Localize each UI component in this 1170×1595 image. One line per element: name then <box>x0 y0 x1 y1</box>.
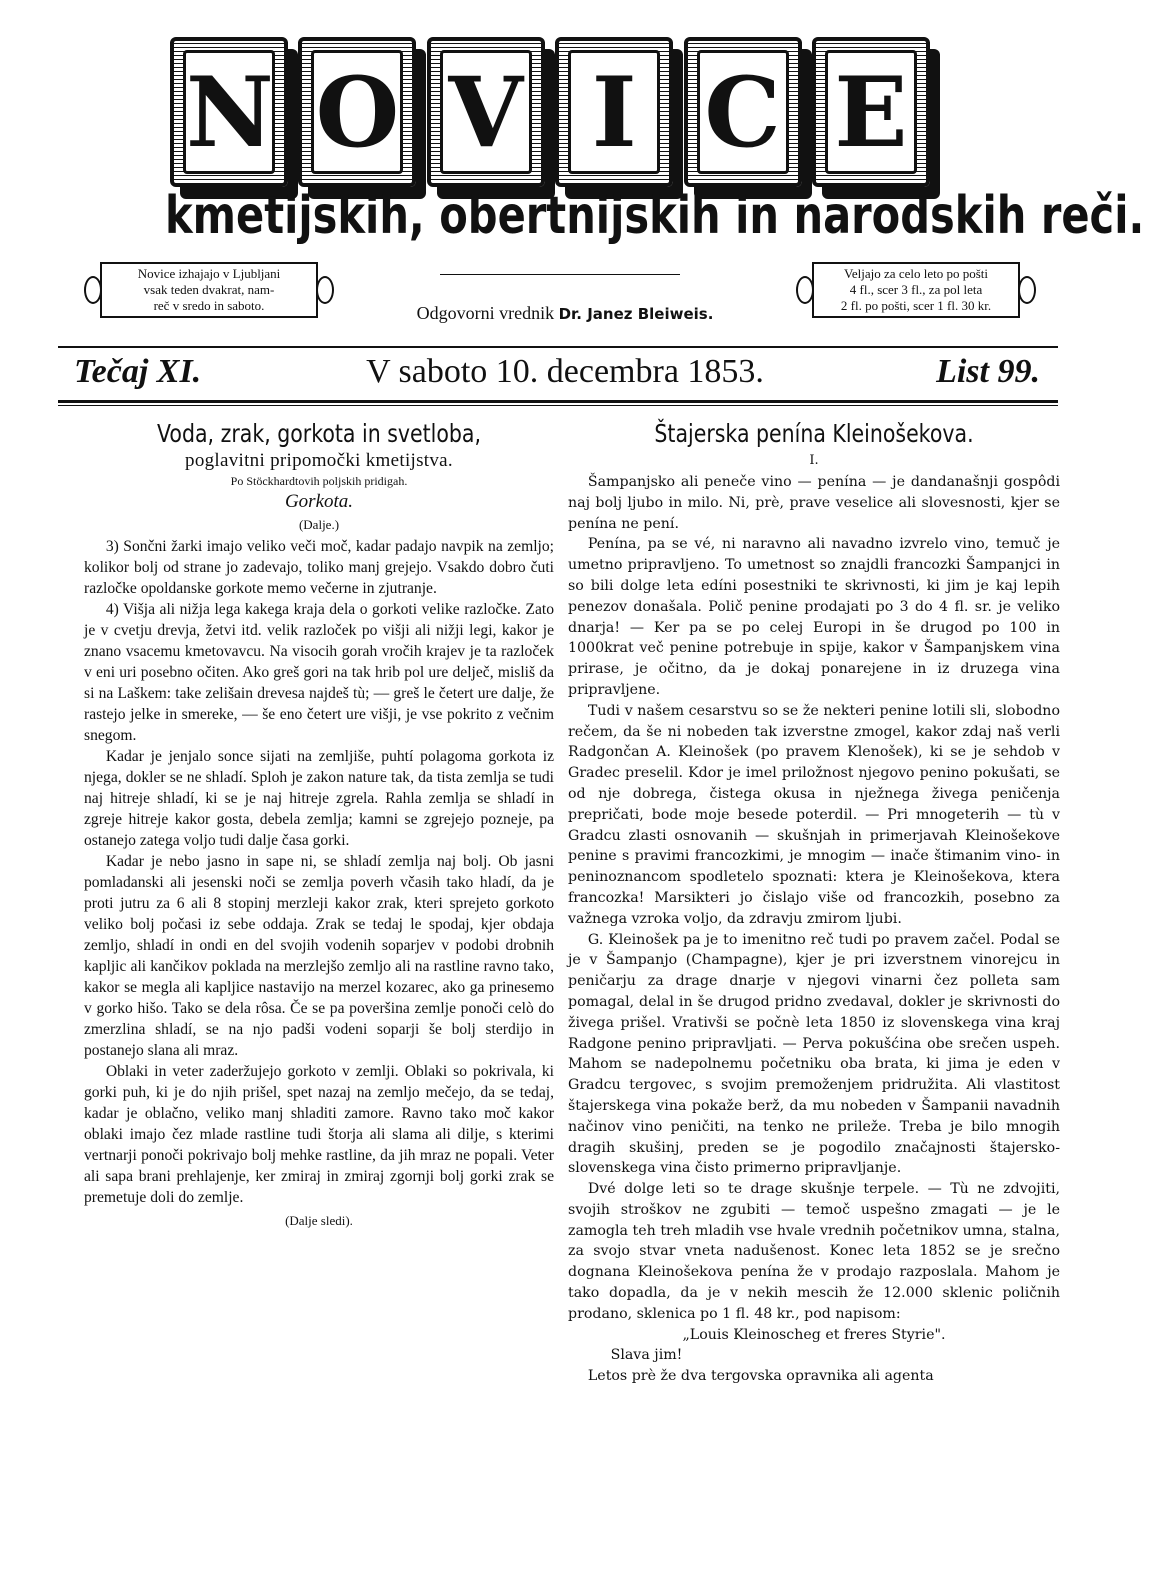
divider <box>58 405 1058 406</box>
masthead-letter: E <box>812 37 930 187</box>
paragraph: Kadar je nebo jasno in sape ni, se shladí zemlja naj bolj. Ob jasni pomladanski ali jesenski noči se zemlja poverh včasih tako hladí, da je proti jutru za 6 ali 8 stopinj merzleji kakor zrak, kteri sprejeto gorkoto veliko bolj počasi iz sebe oddaja. Zrak se tedaj le spodaj, kjer obdaja zemljo, shladí in ondi en del svojih vodenih soparjev v podobi drobnih kapljic ali kančikov poklada na merzlejšo zemljo ali na rastline ravno tako, kakor se megla ali kapljice nastavijo na merzel kozarec, ako ga prinesemo v gorko hišo. Tako se dela rôsa. Če se pa poveršina zemlje ponoči celò do zmerzlina shladí, se na njo padši vodeni soparji še bolj sterdijo in postanejo slana ali mraz. <box>84 853 554 1059</box>
masthead-letter: O <box>298 37 416 187</box>
subscription-info-box: Veljajo za celo leto po pošti 4 fl., scer 3 fl., za pol leta 2 fl. po pošti, scer 1 fl. 30 kr. <box>812 262 1020 318</box>
article-right <box>568 418 1060 1387</box>
section-heading: Gorkota. <box>284 491 354 512</box>
divider <box>58 346 1058 348</box>
paragraph: Šampanjsko ali peneče vino — penína — je dandanašnji gospôdi naj bolj ljubo in milo. Ni, prè, prave veselice ali slovesnosti, kjer se penína ne pení. <box>568 474 1060 532</box>
article-title: Štajerska penína Kleinošekova. <box>654 419 974 448</box>
continued-note: (Dalje sledi). <box>285 1213 353 1228</box>
part-number: I. <box>809 453 819 468</box>
quote-line: „Louis Kleinoscheg et freres Styrie". <box>682 1326 946 1343</box>
continued-note: (Dalje.) <box>298 517 340 532</box>
paragraph: G. Kleinošek pa je to imenitno reč tudi po pravem začel. Podal se je v Šampanjo (Champagne), kjer je pri izverstnem vinorejcu in peničarju za drage dnarje v njegovi vinarni čez polleta sam pomagal, delal in še drugod pridno zvedaval, dokler je skrivnosti do živega prišel. Vrativši se počnè leta 1850 iz slovenskega vina kraj Radgone penino pripravljati. — Perva pokušćina obe srečen uspeh. Mahom se nadepolnemu početniku oba brata, ki jima je eden v Gradcu tergovec, s svojim premoženjem pridružita. Ali vlastitost štajerskega vina pokaže berž, da mu nobeden v Šampanii navadnih načinov vino peničiti, na tenko ne prileže. Treba je bilo mnogih dragih skušinj, preden se je pogodilo značajnosti štajersko-slovenskega vina čisto primerno pripravljanje. <box>568 931 1060 1177</box>
divider <box>440 274 680 275</box>
article-subtitle: poglavitni pripomočki kmetijstva. <box>185 450 453 471</box>
issue-volume: Tečaj XI. <box>74 353 202 390</box>
article-source: Po Stöckhardtovih poljskih pridigah. <box>230 474 408 488</box>
paragraph: Penína, pa se vé, ni naravno ali navadno izvrelo vino, temuč je umetno pripravljeno. To umetnost so znajdli francozki Šampanjci in so bili dolge leta edíni posestniki te skrivnosti, ki jim je kaj lepih penezov donašala. Polič penine prodajati po 3 do 4 fl. sr. je veliko dnarja! — Ker pa se po celej Europi in še drugod po 100 in 1000krat več penine potrebuje in spije, kakor v Šampanjskem vina prirase, je očitno, da je dokaj ponarejene in iz druzega vina pripravljene. <box>568 536 1060 698</box>
article-left <box>84 418 554 1234</box>
masthead-subtitle: kmetijskih, obertnijskih in narodskih reči. <box>165 186 1145 246</box>
issue-date: V saboto 10. decembra 1853. <box>366 353 764 390</box>
paragraph: Oblaki in veter zaderžujejo gorkoto v zemlji. Oblaki so pokrivala, ki gorki puh, ki je do njih prišel, spet nazaj na zemljo mečejo, da se tedaj, kadar je oblačno, veliko manj shladiti zamore. Ravno tako moč kakor oblaki imajo čez mlade rastline tudi štorja ali slama ali dilje, s kterimi vertnarji ponoči pokrivajo bolj mehke rastline, da jih mraz ne popali. Veter ali sapa brani prehlajenje, ker zmiraj in zmiraj zgornji bolj gorki zrak se premetuje doli do zemlje. <box>84 1063 554 1206</box>
editor-name: Dr. Janez Bleiweis. <box>558 305 714 323</box>
masthead-letter: V <box>427 37 545 187</box>
publication-info-box: Novice izhajajo v Ljubljani vsak teden dvakrat, nam- reč v sredo in saboto. <box>100 262 318 318</box>
masthead-logo <box>170 22 930 202</box>
paragraph: Tudi v našem cesarstvu so se že nekteri penine lotili sli, slobodno rečem, da še ni nobeden tak izverstne zmogel, kakor zdaj naš verli Radgončan A. Kleinošek (po pravem Klenošek), ki se je sehdob v Gradec preselil. Kdor je imel priložnost njegovo penino pokušati, se od nje dobrega, čistega okusa in nježnega živega peničenja prepričati, bode moje besede poterdil. — Pri mnogeterih — tù v Gradcu zlasti osnovanih — skušnjah in primerjavah Kleinošekove penine s pravimi francozkimi, je mnogim — inače štimanim vino- in peninoznancom spodletelo spoznati: ktera je Kleinošekova, ktera francozka! Marsikteri jo čislajo više od francozkih, posebno za važnega vzroka voljo, da zdravju zmirom ljubi. <box>568 702 1060 927</box>
article-title: Voda, zrak, gorkota in svetloba, <box>156 419 482 448</box>
editor-line <box>345 303 785 324</box>
paragraph: 4) Višja ali nižja lega kakega kraja dela o gorkoti velike razločke. Zato je v cvetju drevja, žetvi itd. velik razloček po višji ali nižji legi, kakor je znano vsacemu kmetovavcu. Na visocih gorah vročih krajev je ta razloček v eni uri posebno očiten. Ako greš gori na tak hrib pol ure delječ, misliš da si na Laškem: take zelišain drevesa najdeš tù; — greš le četert ure dalje, že rastejo jelke in smereke, — še eno četert ure višji, je vse pokrito z večnim snegom. <box>84 601 554 744</box>
masthead-letter: I <box>555 37 673 187</box>
paragraph: 3) Sončni žarki imajo veliko veči moč, kadar padajo navpik na zemljo; kolikor bolj od strane jo zadevajo, toliko manj grejejo. Vsakdo dobro čuti razločke opoldanske gorkote memo večerne in zjutranje. <box>84 538 554 597</box>
masthead-letter: C <box>684 37 802 187</box>
masthead-letter: N <box>170 37 288 187</box>
paragraph: Kadar je jenjalo sonce sijati na zemljiše, puhtí polagoma gorkota iz njega, dokler se ne shladí. Sploh je zakon nature tak, da tista zemlja se tudi naj hitreje shladí, ki se je naj hitreje zgrela. Rahla zemlja se shladí in zgreje hitreje kakor gosta, debela zemlja; kamni se zgrejejo pozneje, pa ostanejo zatega voljo tudi dalje časa gorki. <box>84 748 554 849</box>
divider <box>58 400 1058 403</box>
paragraph: Slava jim! <box>610 1347 683 1364</box>
paragraph: Dvé dolge leti so te drage skušnje terpele. — Tù ne zdvojiti, svojih stroškov ne zgubiti — temoč uspešno zmagati — je le zamogla teh treh mladih vse hvale vrednih početnikov umna, stalna, za svojo stvar vneta nadušenost. Konec leta 1852 se je srečno dognana Kleinošekova penína že v prodajo razposlala. Mahom je tako dopadla, da je v nekih mescih že 12.000 sklenic poličnih prodano, sklenica po 1 fl. 48 kr., pod napisom: <box>568 1181 1060 1322</box>
editor-label: Odgovorni vrednik <box>416 303 555 323</box>
issue-number: List 99. <box>936 353 1040 390</box>
paragraph: Letos prè že dva tergovska opravnika ali agenta <box>587 1368 934 1385</box>
